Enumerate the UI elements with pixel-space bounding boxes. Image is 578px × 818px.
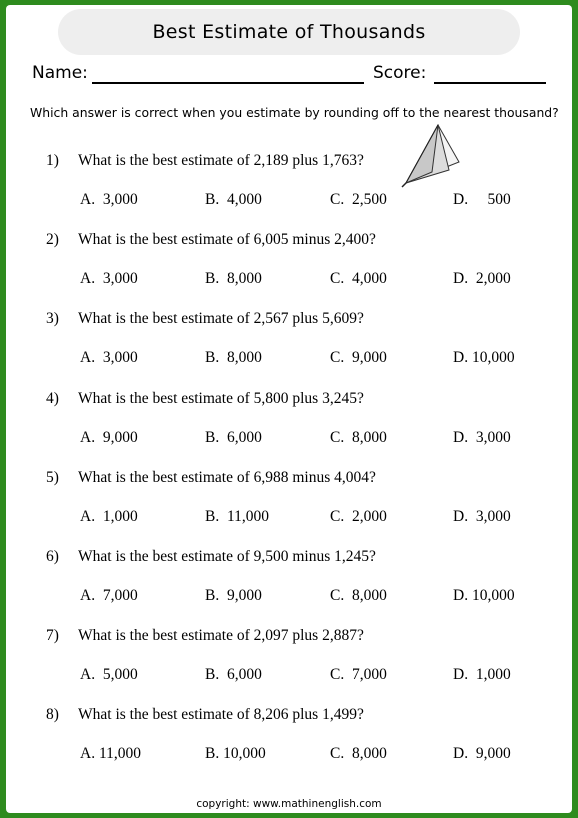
name-field[interactable] [92,82,364,84]
question-number: 5) [46,468,59,486]
option-d[interactable]: D. 10,000 [453,587,515,604]
question-number: 8) [46,706,59,724]
question-item [6,469,572,539]
title-banner [58,9,520,55]
question-text: What is the best estimate of 6,005 minus 2,400? [78,231,376,249]
option-c[interactable]: C. 2,000 [330,507,387,525]
option-b[interactable]: B. 10,000 [205,745,266,763]
question-number: 3) [46,310,59,328]
question-item [6,310,572,380]
option-c[interactable]: C. 7,000 [330,666,387,684]
option-b[interactable]: B. 8,000 [205,349,262,367]
option-b[interactable]: B. 9,000 [205,587,262,604]
question-item [6,390,572,460]
option-c[interactable]: C. 8,000 [330,587,387,604]
option-d[interactable]: D. 3,000 [453,507,511,525]
question-number: 6) [46,548,59,565]
option-c[interactable]: C. 2,500 [330,191,387,208]
option-b[interactable]: B. 8,000 [205,270,262,288]
option-a[interactable]: A. 11,000 [80,745,141,763]
question-number: 1) [46,152,59,169]
worksheet-page [6,5,572,813]
question-number: 2) [46,231,59,249]
option-a[interactable]: A. 3,000 [80,349,138,367]
option-b[interactable]: B. 6,000 [205,666,262,684]
option-d[interactable]: D. 2,000 [453,270,511,288]
option-c[interactable]: C. 4,000 [330,270,387,288]
page-title: Best Estimate of Thousands [152,21,426,43]
question-text: What is the best estimate of 2,567 plus 5,609? [78,310,364,328]
question-text: What is the best estimate of 2,097 plus 2,887? [78,627,364,645]
option-c[interactable]: C. 8,000 [330,428,387,446]
question-number: 7) [46,627,59,645]
score-label: Score: [373,63,427,83]
question-item [6,627,572,697]
option-b[interactable]: B. 11,000 [205,507,270,525]
option-c[interactable]: C. 8,000 [330,745,387,763]
question-item [6,706,572,776]
question-item [6,548,572,618]
option-a[interactable]: A. 3,000 [80,270,138,288]
option-c[interactable]: C. 9,000 [330,349,387,367]
score-field[interactable] [434,82,546,84]
instructions: Which answer is correct when you estimate by rounding off to the nearest thousand? [30,105,559,120]
option-d[interactable]: D. 9,000 [453,745,511,763]
option-d[interactable]: D. 10,000 [453,349,515,367]
option-a[interactable]: A. 9,000 [80,428,138,446]
name-score-row [32,61,552,87]
question-text: What is the best estimate of 9,500 minus 1,245? [78,548,376,565]
copyright-footer: copyright: www.mathinenglish.com [196,798,382,810]
question-text: What is the best estimate of 6,988 minus 4,004? [78,468,376,486]
name-label: Name: [32,63,88,83]
option-d[interactable]: D. 1,000 [453,666,511,684]
question-text: What is the best estimate of 2,189 plus 1,763? [78,152,364,169]
option-b[interactable]: B. 4,000 [205,191,262,208]
option-a[interactable]: A. 7,000 [80,587,138,604]
question-item [6,231,572,301]
question-item [6,152,572,222]
option-a[interactable]: A. 3,000 [80,191,138,208]
option-d[interactable]: D. 3,000 [453,428,511,446]
question-text: What is the best estimate of 8,206 plus 1,499? [78,706,364,724]
option-a[interactable]: A. 5,000 [80,666,138,684]
option-b[interactable]: B. 6,000 [205,428,262,446]
question-number: 4) [46,389,59,407]
option-a[interactable]: A. 1,000 [80,507,138,525]
option-d[interactable]: D. 500 [453,191,511,208]
question-text: What is the best estimate of 5,800 plus 3,245? [78,389,364,407]
